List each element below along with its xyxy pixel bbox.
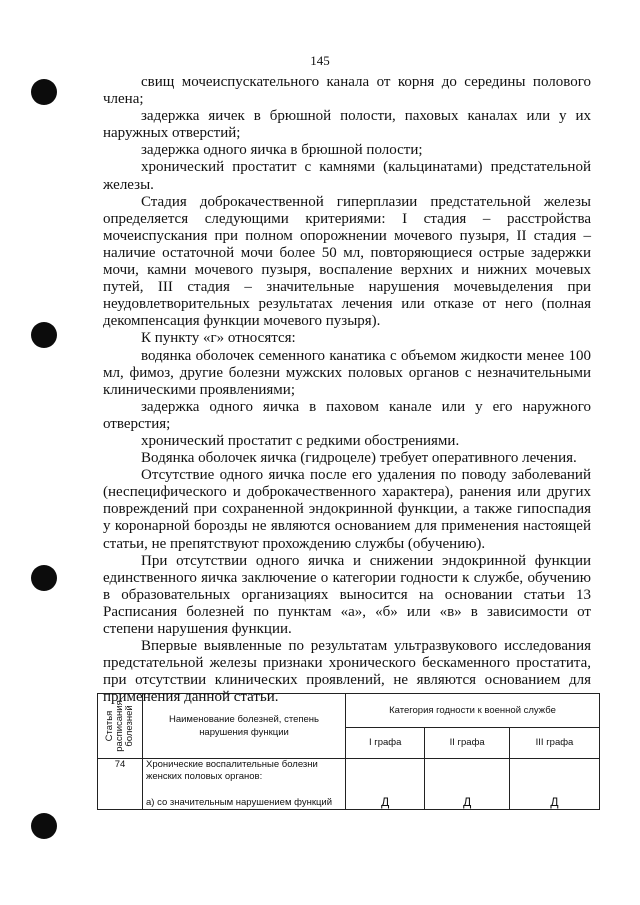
header-article bbox=[98, 694, 143, 759]
disease-table bbox=[97, 693, 600, 810]
header-article-line: болезней bbox=[124, 705, 135, 747]
body-text bbox=[103, 74, 591, 706]
binder-hole bbox=[31, 565, 57, 591]
header-name: Наименование болезней, степень нарушения функции bbox=[143, 694, 346, 759]
paragraph: задержка одного яичка в брюшной полости; bbox=[141, 142, 423, 159]
header-graph-1: I графа bbox=[346, 727, 425, 758]
category-graph-3: Д bbox=[510, 759, 600, 810]
article-number: 74 bbox=[98, 759, 143, 810]
paragraph: хронический простатит с камнями (кальцинатами) предстательной железы. bbox=[103, 159, 591, 193]
paragraph: задержка одного яичка в паховом канале или у его наружного отверстия; bbox=[103, 398, 591, 432]
header-article-line: расписания bbox=[114, 700, 125, 752]
table-row bbox=[98, 759, 600, 810]
category-graph-1: Д bbox=[346, 759, 425, 810]
paragraph: К пункту «г» относятся: bbox=[141, 330, 296, 347]
binder-hole bbox=[31, 813, 57, 839]
paragraph: Впервые выявленные по результатам ультразвукового исследования предстательной железы признаки хронического бескаменного простатита, при отсутствии клинических проявлений, не являются основанием для применения данной статьи. bbox=[103, 638, 591, 706]
disease-title: Хронические воспалительные болезни женских половых органов: bbox=[146, 759, 318, 782]
paragraph: свищ мочеиспускательного канала от корня до середины полового члена; bbox=[103, 74, 591, 108]
header-article-line: Статья bbox=[104, 710, 115, 742]
paragraph: водянка оболочек семенного канатика с объемом жидкости менее 100 мл, фимоз, другие болезни мужских половых органов с незначительными клиническими проявлениями; bbox=[103, 347, 591, 398]
header-graph-2: II графа bbox=[425, 727, 510, 758]
paragraph: Стадия доброкачественной гиперплазии предстательной железы определяется следующими критериями: I стадия – расстройства мочеиспускания при полном опорожнении мочевого пузыря, II стадия – наличие остаточной мочи более 50 мл, повторяющиеся острые задержки мочи, камни мочевого пузыря, воспаление верхних и нижних мочевых путей, III стадия – значительные нарушения мочевыделения при неудовлетворительных результатах лечения или отказе от него (полная декомпенсация функции мочевого пузыря). bbox=[103, 193, 591, 330]
page-number: 145 bbox=[310, 53, 330, 68]
paragraph: Отсутствие одного яичка после его удаления по поводу заболеваний (неспецифического и доброкачественного характера), ранения или других повреждений при сохраненной эндокринной функции, а также гипоспадия у коронарной борозды не являются основанием для применения настоящей статьи, не препятствуют прохождению службы (обучению). bbox=[103, 467, 591, 552]
disease-subitem: а) со значительным нарушением функций bbox=[146, 797, 333, 808]
paragraph: Водянка оболочек яичка (гидроцеле) требует оперативного лечения. bbox=[141, 450, 577, 467]
table-header-row bbox=[98, 694, 600, 728]
paragraph: хронический простатит с редкими обострениями. bbox=[141, 432, 460, 449]
header-category: Категория годности к военной службе bbox=[346, 694, 600, 728]
paragraph: задержка яичек в брюшной полости, паховых каналах или у их наружных отверстий; bbox=[103, 108, 591, 142]
binder-hole bbox=[31, 79, 57, 105]
disease-name bbox=[143, 759, 346, 810]
category-graph-2: Д bbox=[425, 759, 510, 810]
header-graph-3: III графа bbox=[510, 727, 600, 758]
paragraph: При отсутствии одного яичка и снижении эндокринной функции единственного яичка заключение о категории годности к службе, обучению в образовательных организациях выносится на основании статьи 13 Расписания болезней по пунктам «а», «б» или «в» в зависимости от степени нарушения функции. bbox=[103, 552, 591, 637]
binder-hole bbox=[31, 322, 57, 348]
